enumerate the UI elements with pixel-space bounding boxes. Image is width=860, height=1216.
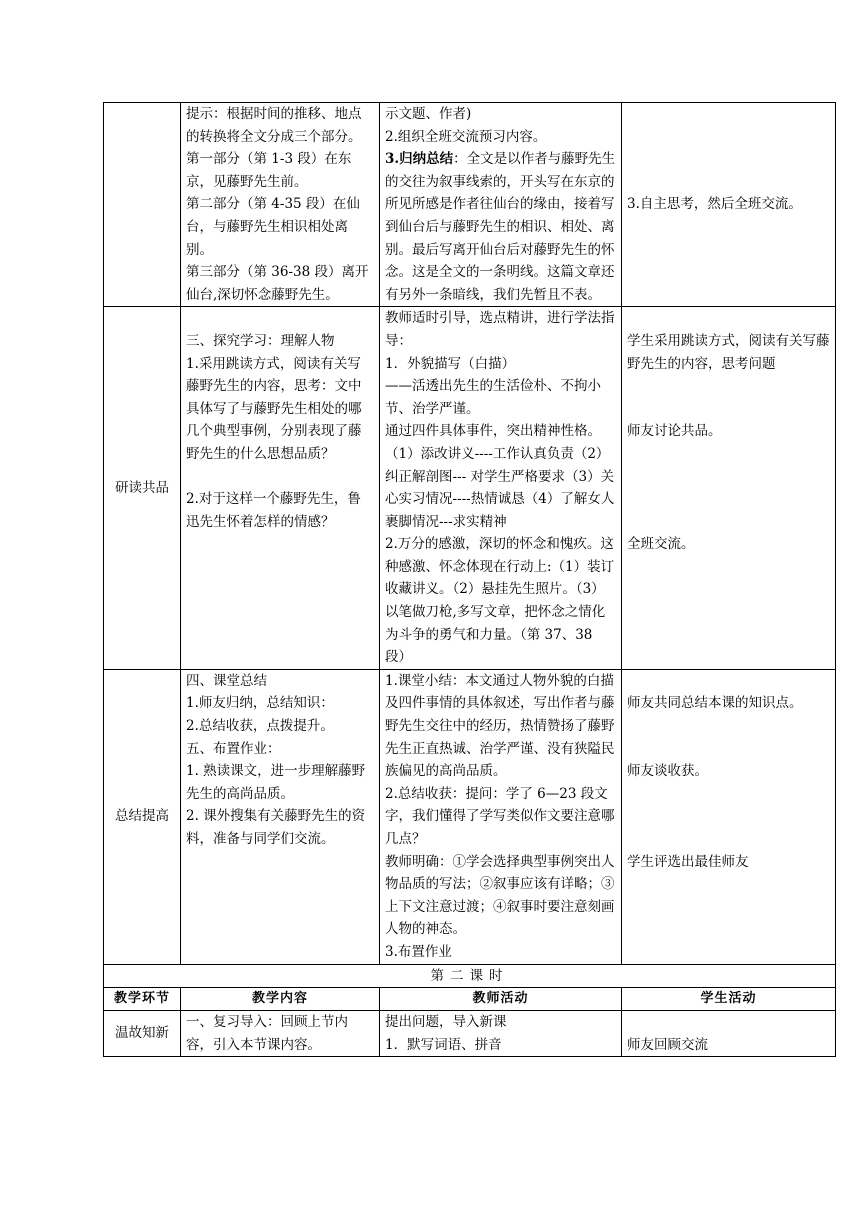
summary-label: 3.归纳总结 — [385, 151, 454, 168]
stage-cell: 研读共品 — [104, 307, 181, 670]
column-header: 学生活动 — [622, 988, 836, 1011]
content-paragraph: 2.总结收获，点拨提升。 — [186, 718, 334, 735]
table-row-research — [104, 307, 836, 670]
teacher-paragraph: 示文题、作者) — [385, 106, 472, 122]
teacher-paragraph: 2.总结收获：提问：学了 6—23 段文字，我们懂得了学写类似作文要注意哪几点？ — [385, 785, 615, 847]
teacher-paragraph: ——活透出先生的生活俭朴、不拘小节、治学严谨。 — [385, 378, 601, 417]
content-cell: 一、复习导入：回顾上节内容，引入本节课内容。 — [181, 1011, 380, 1057]
table-row-section-split — [104, 103, 836, 307]
content-cell — [181, 103, 380, 307]
teacher-paragraph: 1.课堂小结：本文通过人物外貌的白描及四件事情的具体叙述，写出作者与藤野先生交往中的经历，热情赞扬了藤野先生正直热诚、治学严谨、没有狭隘民族偏见的高尚品质。 — [385, 672, 615, 780]
lesson-plan-table — [103, 102, 836, 1057]
content-paragraph: 2. 课外搜集有关藤野先生的资料，准备与同学们交流。 — [186, 808, 366, 847]
student-activity-cell: 师友回顾交流 — [622, 1011, 836, 1057]
stage-cell: 总结提高 — [104, 669, 181, 964]
teacher-paragraph: 教师明确：①学会选择典型事例突出人物品质的写法；②叙事应该有详略；③上下文注意过渡；④叙事时要注意刻画人物的神态。 — [385, 853, 615, 938]
stage-cell — [104, 103, 181, 307]
student-paragraph: 全班交流。 — [627, 536, 695, 553]
teacher-paragraph: 教师适时引导，选点精讲，进行学法指导： — [385, 310, 615, 349]
student-activity-cell — [622, 669, 836, 964]
teacher-paragraph: 1．外貌描写（白描） — [385, 355, 516, 372]
teacher-paragraph: 1．默写词语、拼音 — [385, 1036, 502, 1053]
teacher-paragraph: 通过四件具体事件，突出精神性格。（1）添改讲义----工作认真负责（2）纠正解剖图--- 对学生严格要求（3）关心实习情况----热情诚恳（4）了解女人裹脚情况---求实精神 — [385, 423, 615, 530]
teacher-paragraph: 2.万分的感激，深切的怀念和愧疚。这种感激、怀念体现在行动上:（1）装订收藏讲义。（2）悬挂先生照片。（3）以笔做刀枪,多写文章，把怀念之情化为斗争的勇气和力量。（第 37、38 段） — [385, 536, 615, 666]
content-paragraph: 1.采用跳读方式，阅读有关写藤野先生的内容，思考：文中具体写了与藤野先生相处的哪几个典型事例，分别表现了藤野先生的什么思想品质？ — [186, 355, 362, 462]
student-activity-cell — [622, 307, 836, 670]
student-paragraph: 师友谈收获。 — [627, 763, 708, 780]
teacher-activity-cell — [380, 307, 622, 670]
table-row-warmup — [104, 1011, 836, 1057]
content-paragraph: 1. 熟读课文，进一步理解藤野先生的高尚品质。 — [186, 763, 366, 802]
student-paragraph: 学生评选出最佳师友 — [627, 853, 749, 870]
content-paragraph: 1.师友归纳，总结知识： — [186, 695, 334, 712]
table-row-summary — [104, 669, 836, 964]
student-paragraph: 师友讨论共品。 — [627, 423, 722, 440]
teacher-paragraph: 2.组织全班交流预习内容。 — [385, 128, 547, 145]
summary-text: ：全文是以作者与藤野先生的交往为叙事线索的，开头写在东京的所见所感是作者往仙台的缘由，接着写到仙台后与藤野先生的相识、相处、离别。最后写离开仙台后对藤野先生的怀念。这是全文的一条明线。这篇文章还有另外一条暗线，我们先暂且不表。 — [385, 151, 616, 303]
teacher-paragraph-summary — [385, 148, 616, 306]
stage-cell: 温故知新 — [104, 1011, 181, 1057]
content-paragraph: 第三部分（第 36-38 段）离开仙台,深切怀念藤野先生。 — [186, 264, 369, 303]
column-header: 教学内容 — [181, 988, 380, 1011]
content-paragraph: 四、课堂总结 — [186, 672, 267, 689]
teacher-activity-cell — [380, 103, 622, 307]
content-paragraph: 2.对于这样一个藤野先生，鲁迅先生怀着怎样的情感？ — [186, 491, 361, 530]
content-paragraph: 五、布置作业： — [186, 740, 281, 757]
teacher-activity-cell — [380, 1011, 622, 1057]
column-header: 教学环节 — [104, 988, 181, 1011]
content-paragraph: 提示：根据时间的推移、地点的转换将全文分成三个部分。 — [186, 106, 362, 145]
teacher-activity-cell — [380, 669, 622, 964]
teacher-paragraph: 3.布置作业 — [385, 943, 452, 960]
content-paragraph: 第一部分（第 1-3 段）在东京，见藤野先生前。 — [186, 151, 352, 190]
student-paragraph: 3.自主思考，然后全班交流。 — [627, 196, 802, 213]
student-paragraph: 学生采用跳读方式，阅读有关写藤野先生的内容，思考问题 — [627, 332, 830, 372]
content-cell — [181, 307, 380, 670]
table-header-row — [104, 988, 836, 1011]
table-row-session-title — [104, 964, 836, 988]
student-paragraph: 师友共同总结本课的知识点。 — [627, 695, 803, 712]
student-activity-cell — [622, 103, 836, 307]
session-title: 第二课时 — [104, 964, 836, 988]
content-cell — [181, 669, 380, 964]
content-paragraph: 第二部分（第 4-35 段）在仙台，与藤野先生相识相处离别。 — [186, 196, 360, 258]
teacher-paragraph: 提出问题，导入新课 — [385, 1014, 507, 1031]
column-header: 教师活动 — [380, 988, 622, 1011]
content-paragraph: 三、探究学习：理解人物 — [186, 332, 335, 349]
